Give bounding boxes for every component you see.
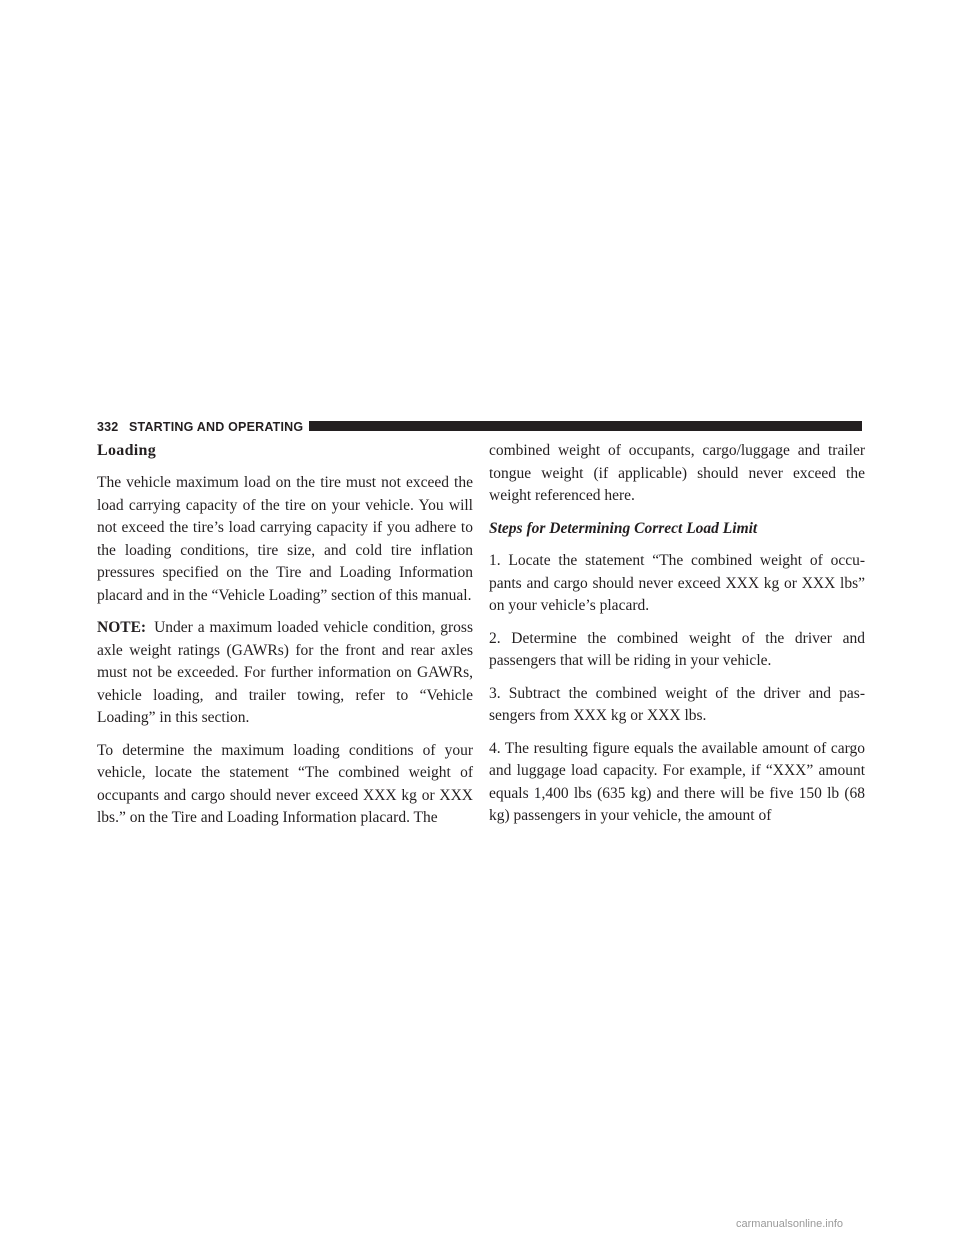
section-heading-loading: Loading bbox=[97, 442, 157, 459]
note-paragraph bbox=[97, 617, 473, 730]
left-column bbox=[97, 440, 473, 840]
header-rule bbox=[309, 421, 862, 431]
paragraph-load-capacity: The vehicle maximum load on the tire must not exceed the load carrying capacity of the tire on your vehicle. You will not exceed the tire’s load carrying capacity if you adhere to the loading conditions, tire size, and cold tire inflation pressures specified on the Tire and Loading Information placard and in the “Vehicle Loading” section of this manual. bbox=[97, 474, 473, 604]
step-item: 1. Locate the statement “The combined weight of occu-pants and cargo should never exceed XXX kg or XXX lbs” on your vehicle’s placard. bbox=[489, 552, 865, 614]
subheading-steps: Steps for Determining Correct Load Limit bbox=[489, 519, 758, 537]
paragraph-max-loading: To determine the maximum loading conditions of your vehicle, locate the statement “The combined weight of occupants and cargo should never exceed XXX kg or XXX lbs.” on the Tire and Loading Information placard. The bbox=[97, 741, 473, 826]
note-text: Under a maximum loaded vehicle condition, gross axle weight ratings (GAWRs) for the front and rear axles must not be exceeded. For further information on GAWRs, vehicle loading, and trailer towing, refer to “Vehicle Loading” in this section. bbox=[97, 619, 473, 726]
watermark: carmanualsonline.info bbox=[736, 1218, 844, 1230]
step-item: 3. Subtract the combined weight of the driver and pas-sengers from XXX kg or XXX lbs. bbox=[489, 684, 865, 724]
section-title: STARTING AND OPERATING bbox=[129, 420, 304, 434]
step-item: 2. Determine the combined weight of the driver and passengers that will be riding in your vehicle. bbox=[489, 629, 865, 669]
right-column bbox=[489, 440, 865, 838]
page-header bbox=[97, 420, 862, 434]
step-item: 4. The resulting figure equals the available amount of cargo and luggage load capacity. For example, if “XXX” amount equals 1,400 lbs (635 kg) and there will be five 150 lb (68 kg) passengers in your vehicle, the amount of bbox=[489, 739, 865, 824]
paragraph-continuation: combined weight of occupants, cargo/luggage and trailer tongue weight (if applicable) should never exceed the weight referenced here. bbox=[489, 442, 865, 504]
note-label: NOTE: bbox=[97, 619, 147, 636]
page-number: 332 bbox=[97, 420, 119, 434]
